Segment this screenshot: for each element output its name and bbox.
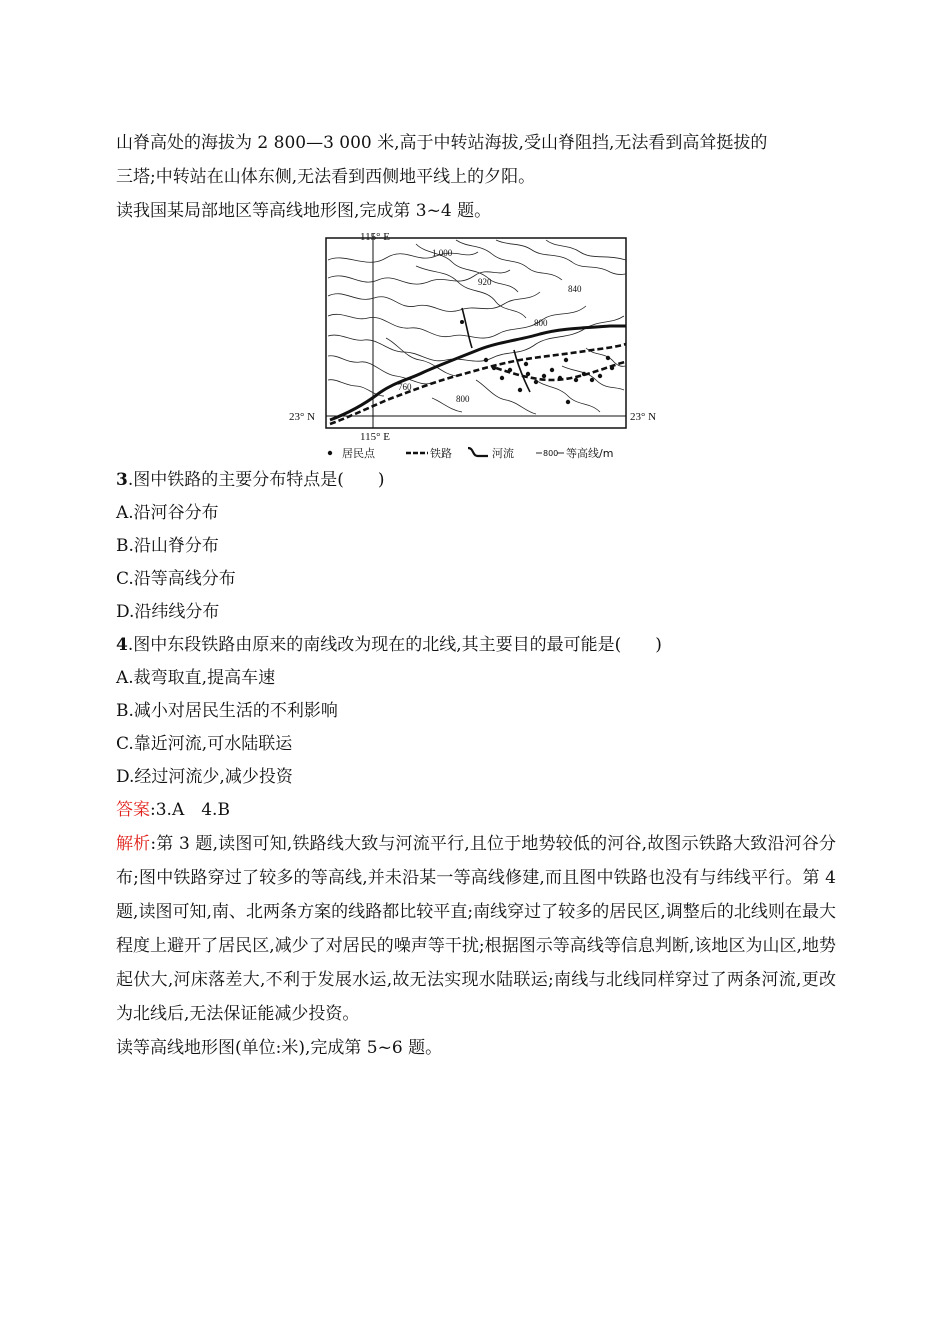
map-legend	[328, 446, 614, 460]
question-4-stem	[116, 629, 836, 662]
contour-label-1000: 1 000	[432, 248, 453, 258]
legend-settlement: 居民点	[342, 447, 375, 460]
lat-label-right: 23° N	[630, 411, 657, 423]
question-4-option-c: C.靠近河流,可水陆联运	[116, 734, 293, 754]
question-3-text: .图中铁路的主要分布特点是( )	[127, 470, 385, 490]
contour-label-760: 760	[398, 382, 412, 392]
question-4-option-d: D.经过河流少,减少投资	[116, 767, 293, 787]
legend-contour-sample: 800	[543, 449, 559, 458]
question-3-option-c: C.沿等高线分布	[116, 569, 236, 589]
next-instruction: 读等高线地形图(单位:米),完成第 5~6 题。	[116, 1038, 443, 1058]
question-3-stem	[116, 464, 836, 497]
legend-river-icon	[468, 448, 488, 456]
lon-label-bottom: 115° E	[360, 431, 390, 443]
legend-railway: 铁路	[430, 447, 452, 460]
question-3-option-b: B.沿山脊分布	[116, 536, 219, 556]
question-3-option-a: A.沿河谷分布	[116, 503, 219, 523]
answer-label: 答案	[116, 800, 150, 820]
contour-map-figure	[116, 230, 836, 462]
answer-text: :3.A 4.B	[150, 800, 230, 820]
document-page	[116, 126, 836, 1065]
question-3-option-d: D.沿纬线分布	[116, 602, 220, 622]
analysis-text: :第 3 题,读图可知,铁路线大致与河流平行,且位于地势较低的河谷,故图示铁路大致沿河谷分布;图中铁路穿过了较多的等高线,并未沿某一等高线修建,而且图中铁路也没有与纬线平行。第 4 题,读图可知,南、北两条方案的线路都比较平直;南线穿过了较多的居民区,调整后的北线则在最大程度上避开了居民区,减少了对居民的噪声等干扰;根据图示等高线等信息判断,该地区为山区,地势起伏大,河床落差大,不利于发展水运,故无法实现水陆联运;南线与北线同样穿过了两条河流,更改为北线后,无法保证能减少投资。	[116, 834, 836, 1024]
legend-contour: 等高线/m	[566, 447, 614, 460]
question-4-number: 4	[116, 635, 128, 655]
question-3-number: 3	[116, 470, 128, 490]
intro-line-3: 读我国某局部地区等高线地形图,完成第 3~4 题。	[116, 201, 492, 221]
contour-map	[116, 230, 836, 462]
intro-line-2: 三塔;中转站在山体东侧,无法看到西侧地平线上的夕阳。	[116, 167, 536, 187]
legend-river: 河流	[492, 447, 514, 460]
contour-label-840: 840	[568, 284, 582, 294]
analysis-label: 解析	[116, 834, 151, 854]
lat-label-left: 23° N	[289, 411, 316, 423]
intro-line-1: 山脊高处的海拔为 2 800—3 000 米,高于中转站海拔,受山脊阻挡,无法看到高耸挺拔的	[116, 133, 768, 153]
contour-label-800b: 800	[456, 394, 470, 404]
contour-label-920: 920	[478, 277, 492, 287]
question-4-option-a: A.裁弯取直,提高车速	[116, 668, 276, 688]
question-4-option-b: B.减小对居民生活的不利影响	[116, 701, 338, 721]
analysis-paragraph	[116, 827, 836, 1031]
contour-label-800a: 800	[534, 318, 548, 328]
answer-line	[116, 794, 836, 827]
question-4-text: .图中东段铁路由原来的南线改为现在的北线,其主要目的最可能是( )	[127, 635, 662, 655]
lon-label-top: 115° E	[360, 231, 390, 243]
